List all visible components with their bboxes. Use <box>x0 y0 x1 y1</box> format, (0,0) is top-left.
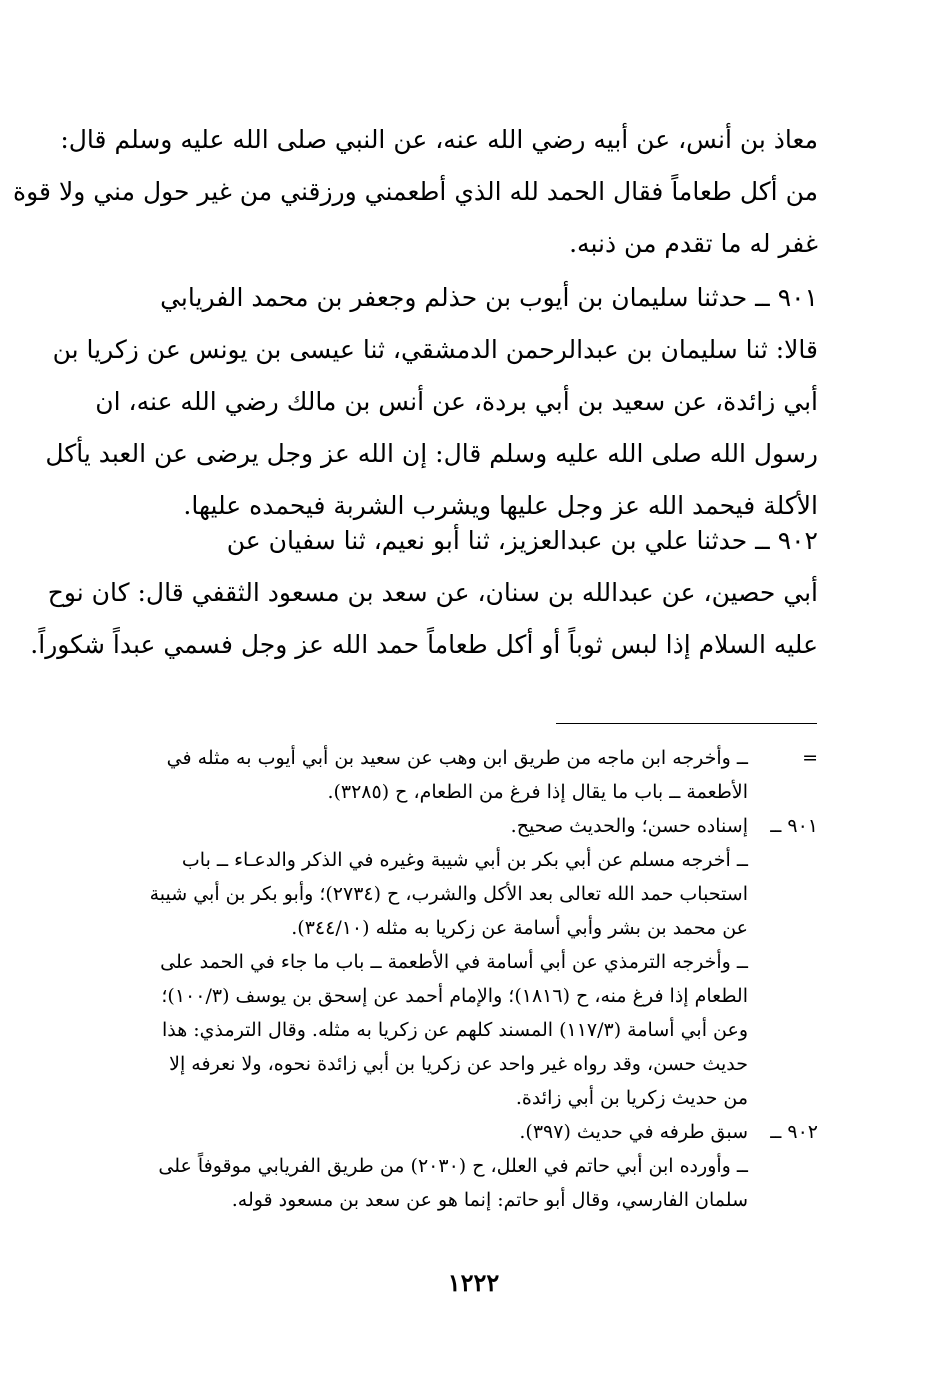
text-line: من أكل طعاماً فقال الحمد لله الذي أطعمني ورزقني من غير حول مني ولا قوة <box>13 177 818 206</box>
footnotes <box>120 741 818 1217</box>
footnote-line: إسناده حسن؛ والحديث صحيح. <box>510 815 748 837</box>
footnote-line: ــ وأخرجه الترمذي عن أبي أسامة في الأطعمة ــ باب ما جاء في الحمد على <box>160 951 748 973</box>
footnote-divider <box>556 723 817 724</box>
text-line: ٩٠١ ــ حدثنا سليمان بن أيوب بن حذلم وجعفر بن محمد الفريابي <box>160 283 818 312</box>
text-line: الأكلة فيحمد الله عز وجل عليها ويشرب الشربة فيحمده عليها. <box>183 491 818 520</box>
text-line: معاذ بن أنس، عن أبيه رضي الله عنه، عن النبي صلى الله عليه وسلم قال: <box>60 125 818 154</box>
footnote-901-tirmidhi <box>120 945 818 1115</box>
hadith-902 <box>30 515 818 671</box>
footnote-label: ٩٠٢ ــ <box>770 1121 818 1143</box>
text-line: ٩٠٢ ــ حدثنا علي بن عبدالعزيز، ثنا أبو نعيم، ثنا سفيان عن <box>226 526 818 555</box>
text-line: رسول الله صلى الله عليه وسلم قال: إن الله عز وجل يرضى عن العبد يأكل <box>45 439 818 468</box>
paragraph-intro <box>13 114 818 270</box>
text-line: عليه السلام إذا لبس ثوباً أو أكل طعاماً حمد الله عز وجل فسمي عبداً شكوراً. <box>30 630 818 659</box>
footnote-line: عن محمد بن بشر وأبي أسامة عن زكريا به مثله (٣٤٤/١٠). <box>291 917 748 939</box>
footnote-line: سبق طرفه في حديث (٣٩٧). <box>519 1121 748 1143</box>
footnote-line: ــ وأورده ابن أبي حاتم في العلل، ح (٢٠٣٠) من طريق الفريابي موقوفاً على <box>158 1155 748 1177</box>
footnote-line: ــ وأخرجه ابن ماجه من طريق ابن وهب عن سعيد بن أبي أيوب به مثله في <box>166 747 748 769</box>
footnote-901 <box>120 809 818 843</box>
footnote-line: الأطعمة ــ باب ما يقال إذا فرغ من الطعام، ح (٣٢٨٥). <box>327 781 748 803</box>
footnote-line: وعن أبي أسامة (١١٧/٣) المسند كلهم عن زكريا به مثله. وقال الترمذي: هذا <box>161 1019 748 1041</box>
text-line: قالا: ثنا سليمان بن عبدالرحمن الدمشقي، ثنا عيسى بن يونس عن زكريا بن <box>52 335 818 364</box>
footnote-line: الطعام إذا فرغ منه، ح (١٨١٦)؛ والإمام أحمد عن إسحق بن يوسف (١٠٠/٣)؛ <box>161 985 748 1007</box>
footnote-line: استحباب حمد الله تعالى بعد الأكل والشرب، ح (٢٧٣٤)؛ وأبو بكر بن أبي شيبة <box>149 883 748 905</box>
footnote-continuation <box>120 741 818 809</box>
text-line: أبي زائدة، عن سعيد بن أبي بردة، عن أنس بن مالك رضي الله عنه، ان <box>95 387 818 416</box>
page-number: ١٢٢٢ <box>447 1268 500 1297</box>
text-line: أبي حصين، عن عبدالله بن سنان، عن سعد بن مسعود الثقفي قال: كان نوح <box>47 578 818 607</box>
footnote-line: من حديث زكريا بن أبي زائدة. <box>515 1087 748 1109</box>
hadith-901 <box>45 272 818 532</box>
footnote-902 <box>120 1115 818 1149</box>
footnote-line: سلمان الفارسي، وقال أبو حاتم: إنما هو عن سعد بن مسعود قوله. <box>231 1189 748 1211</box>
footnote-line: ــ أخرجه مسلم عن أبي بكر بن أبي شيبة وغيره في الذكر والدعـاء ــ باب <box>181 849 748 871</box>
footnote-901-muslim <box>120 843 818 945</box>
text-line: غفر له ما تقدم من ذنبه. <box>569 229 818 258</box>
footnote-902-ilal <box>120 1149 818 1217</box>
footnote-label: = <box>802 747 818 769</box>
footnote-label: ٩٠١ ــ <box>770 815 818 837</box>
footnote-line: حديث حسن، وقد رواه غير واحد عن زكريا بن أبي زائدة نحوه، ولا نعرفه إلا <box>169 1053 748 1075</box>
